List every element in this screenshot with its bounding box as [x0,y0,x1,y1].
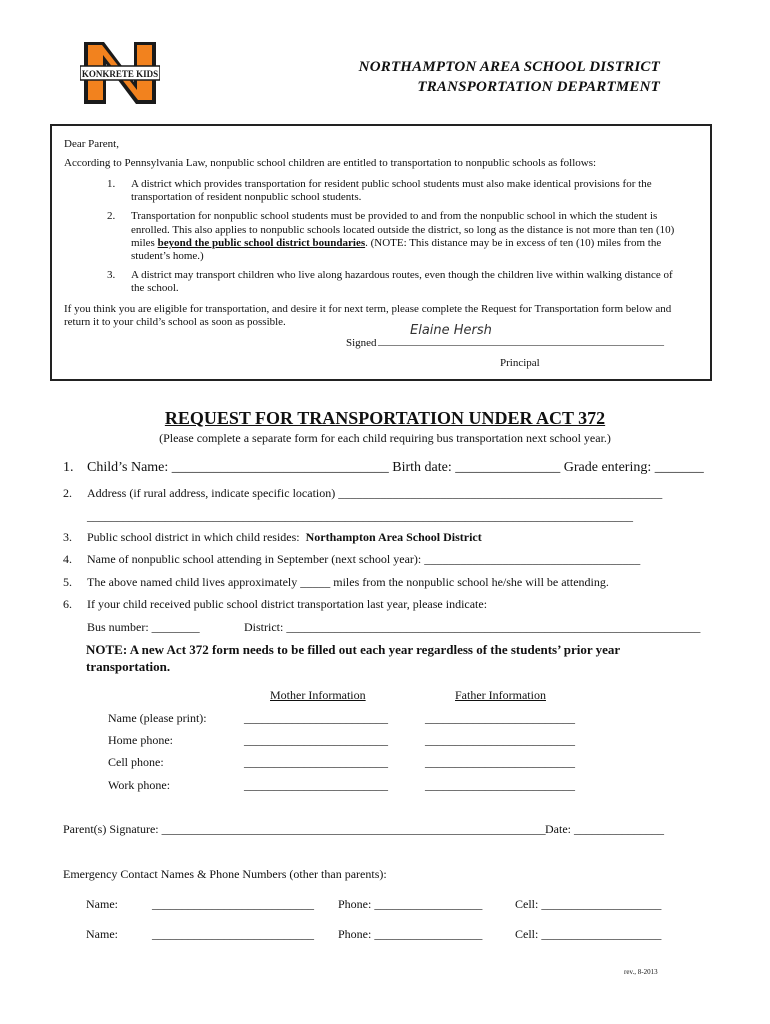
contact-label-cell: Cell phone: [108,755,164,769]
public-district-value: Northampton Area School District [305,530,482,544]
emergency-name-field-1[interactable]: ___________________________ [152,897,314,911]
revision-note: rev., 8-2013 [624,968,658,976]
mother-name-field[interactable]: ________________________ [244,711,388,725]
note-line-1: NOTE: A new Act 372 form needs to be filled out each year regardless of the students’ prior year [86,642,621,657]
emergency-cell-field-1[interactable]: Cell: ____________________ [515,897,662,911]
father-info-header: Father Information [455,688,546,702]
department-name: TRANSPORTATION DEPARTMENT [417,79,660,95]
q6-num: 6. [63,597,72,611]
mother-info-header: Mother Information [270,688,366,702]
mother-home-field[interactable]: ________________________ [244,733,388,747]
emergency-cell-field-2[interactable]: Cell: ____________________ [515,927,662,941]
district-name: NORTHAMPTON AREA SCHOOL DISTRICT [358,59,660,75]
signed-line: ____________________________________________________ [378,335,664,347]
notice-intro: According to Pennsylvania Law, nonpublic school children are entitled to transportation to nonpublic schools as follows: [64,157,597,169]
nonpublic-school-field[interactable]: Name of nonpublic school attending in September (next school year): ____________________________________ [87,552,641,566]
notice-item-2-line3: miles beyond the public school district boundaries. (NOTE: This distance may be in excess of ten (10) miles from the [131,237,662,249]
signature-date-field[interactable]: Date: _______________ [545,822,664,836]
emergency-phone-field-2[interactable]: Phone: __________________ [338,927,483,941]
principal-signature: Elaine Hersh [410,323,492,338]
notice-item-3-line2: the school. [131,282,179,294]
note-line-2: transportation. [86,659,171,674]
notice-item-3-num: 3. [107,269,116,281]
q3-num: 3. [63,530,72,544]
public-district-row: Public school district in which child resides: Northampton Area School District [87,530,482,544]
emergency-name-field-2[interactable]: ___________________________ [152,927,314,941]
form-subtitle: (Please complete a separate form for each child requiring bus transportation next school year.) [159,431,611,445]
father-name-field[interactable]: _________________________ [425,711,575,725]
greeting: Dear Parent, [64,138,119,150]
contact-label-work: Work phone: [108,778,171,792]
prior-transport-question: If your child received public school district transportation last year, please indicate: [87,597,488,611]
notice-item-2-num: 2. [107,210,116,222]
mother-cell-field[interactable]: ________________________ [244,755,388,769]
emergency-name-label-2: Name: [86,927,118,941]
miles-field[interactable]: The above named child lives approximately _____ miles from the nonpublic school he/she will be attending. [87,575,609,589]
contact-label-home: Home phone: [108,733,173,747]
father-work-field[interactable]: _________________________ [425,778,575,792]
principal-title: Principal [500,357,540,369]
mother-work-field[interactable]: ________________________ [244,778,388,792]
parent-signature-field[interactable]: Parent(s) Signature: ________________________________________________________________ [63,822,546,836]
emergency-header: Emergency Contact Names & Phone Numbers (other than parents): [63,867,387,881]
q2-num: 2. [63,486,72,500]
child-info-row[interactable]: Child’s Name: _______________________________ Birth date: _______________ Grade entering: _______ [87,460,704,475]
emergency-name-label-1: Name: [86,897,118,911]
contact-label-name: Name (please print): [108,711,207,725]
form-title: REQUEST FOR TRANSPORTATION UNDER ACT 372 [164,408,606,428]
q1-num: 1. [63,460,74,475]
notice-item-2-line4: student’s home.) [131,250,204,262]
notice-item-1-line1: A district which provides transportation for resident public school students must also make identical provisions for the [131,178,652,190]
q5-num: 5. [63,575,72,589]
school-logo [80,40,160,106]
q4-num: 4. [63,552,72,566]
notice-item-2-line2: enrolled. This also applies to nonpublic schools located outside the district, so long as the distance is not more than ten (10) [131,224,675,236]
address-line-2[interactable]: ___________________________________________________________________________________________ [87,509,633,523]
notice-item-1-num: 1. [107,178,116,190]
logo-text: KONKRETE KIDS [81,69,159,79]
district-field[interactable]: District: _____________________________________________________________________ [244,620,701,634]
father-home-field[interactable]: _________________________ [425,733,575,747]
signed-label: Signed [346,337,377,349]
bus-number-field[interactable]: Bus number: ________ [87,620,200,634]
notice-item-3-line1: A district may transport children who live along hazardous routes, even though the children live within walking distance of [131,269,673,281]
emergency-phone-field-1[interactable]: Phone: __________________ [338,897,483,911]
notice-item-1-line2: transportation of resident nonpublic school students. [131,191,362,203]
notice-closing-1: If you think you are eligible for transportation, and desire it for next term, please complete the Request for Transportation form below and [64,303,672,315]
notice-item-2-line1: Transportation for nonpublic school students must be provided to and from the nonpublic school in which the student is [131,210,658,222]
boundary-emphasis: beyond the public school district boundaries [157,237,366,249]
father-cell-field[interactable]: _________________________ [425,755,575,769]
address-field[interactable]: Address (if rural address, indicate specific location) ______________________________________________________ [87,486,663,500]
notice-closing-2: return it to your child’s school as soon as possible. [64,316,286,328]
